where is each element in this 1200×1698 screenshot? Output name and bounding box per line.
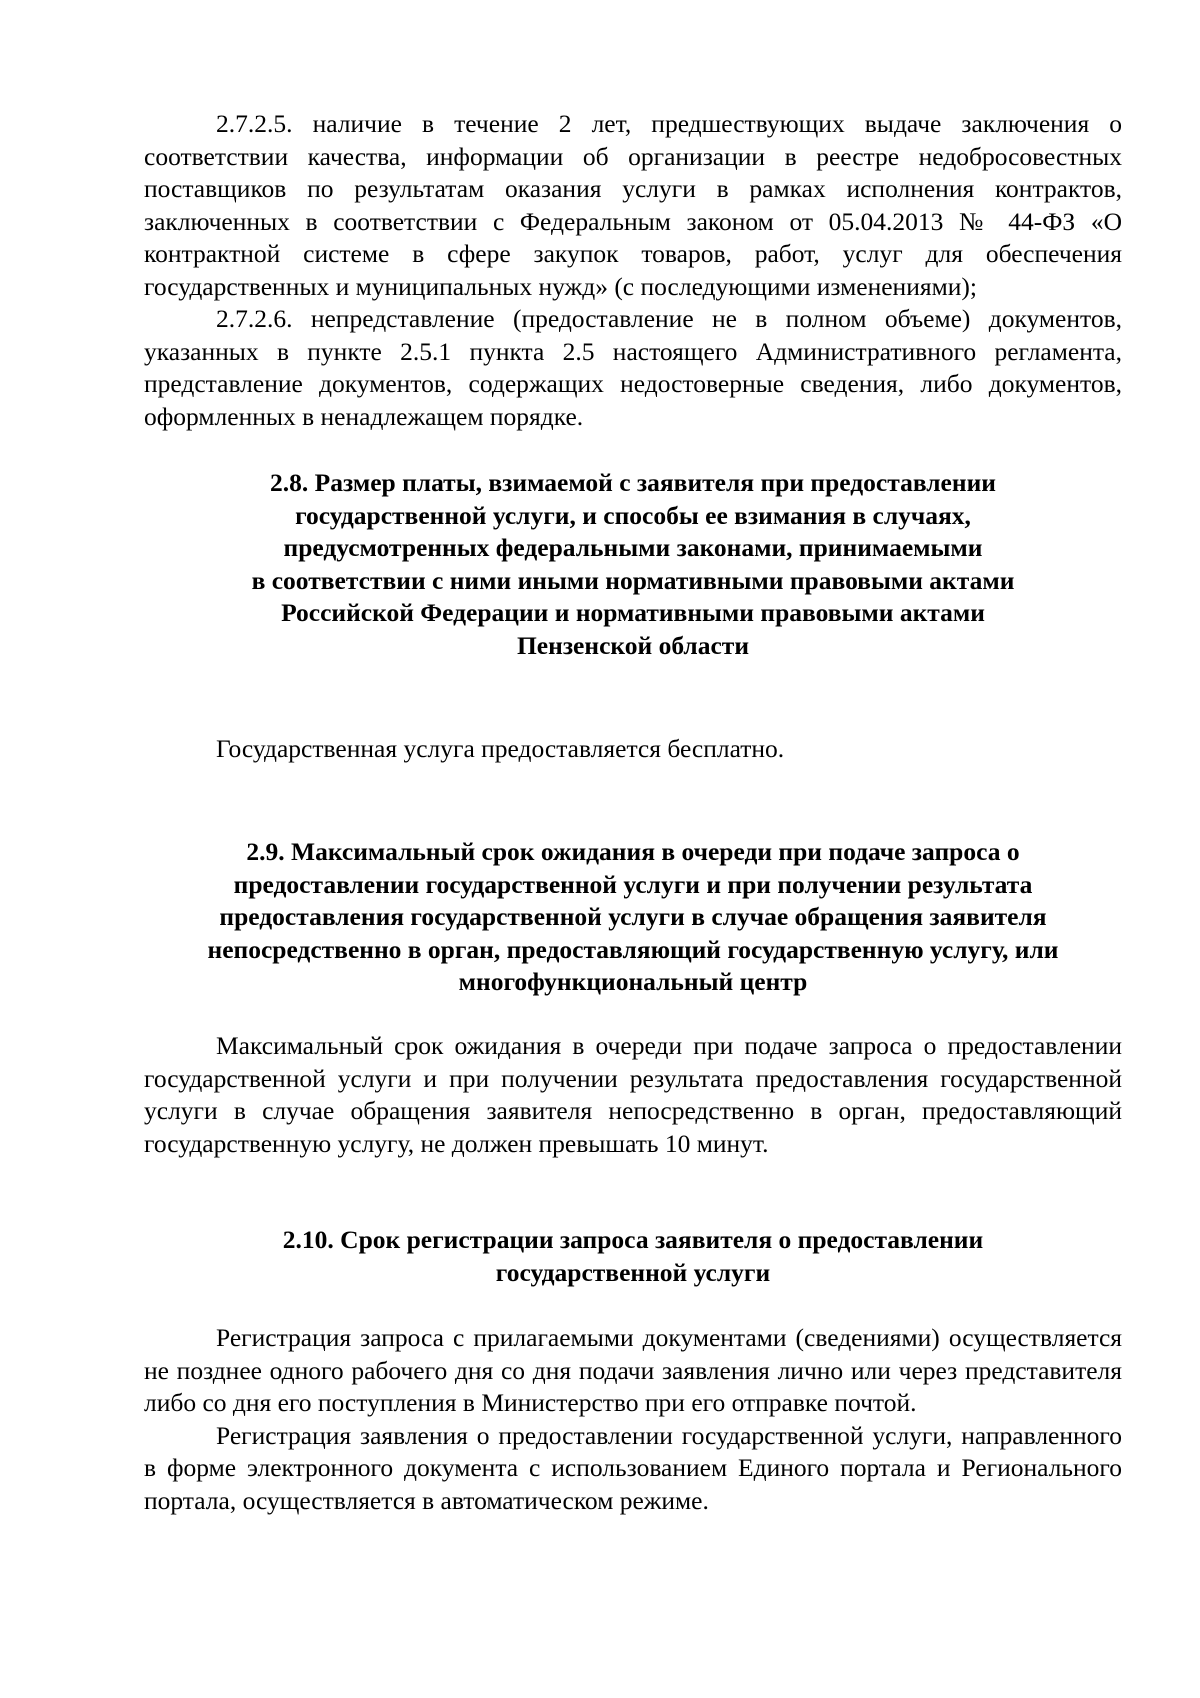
section-2-10-body [144, 1322, 1122, 1517]
clause-2-7-2-6: 2.7.2.6. непредставление (предоставление не в полном объеме) документов, указанных в пункте 2.5.1 пункта 2.5 настоящего Административного регламента, представление документов, содержащих недостоверные сведения, либо документов, оформленных в ненадлежащем порядке. [144, 304, 1122, 431]
section-2-9-text: Максимальный срок ожидания в очереди при подаче запроса о предоставлении государственной услуги и при получении результата предоставления государственной услуги в случае обращения заявителя непосредственно в орган, предоставляющий государственную услугу, не должен превышать 10 минут. [144, 1031, 1122, 1158]
heading-line: государственной услуги, и способы ее взимания в случаях, [295, 500, 971, 530]
heading-line: 2.8. Размер платы, взимаемой с заявителя при предоставлении [270, 468, 996, 497]
section-2-10-paragraph: Регистрация запроса с прилагаемыми документами (сведениями) осуществляется не позднее одного рабочего дня со дня подачи заявления лично или через представителя либо со дня его поступления в Министерство при его отправке почтой. [144, 1323, 1122, 1417]
section-2-8-text: Государственная услуга предоставляется бесплатно. [216, 734, 785, 763]
heading-line: Пензенской области [516, 630, 750, 660]
heading-line: 2.9. Максимальный срок ожидания в очереди при подаче запроса о [246, 837, 1020, 866]
clauses-2-7-2 [144, 108, 1122, 433]
heading-line: государственной услуги [495, 1257, 771, 1287]
heading-line: предоставлении государственной услуги и при получении результата [233, 869, 1033, 899]
clause-2-7-2-5: 2.7.2.5. наличие в течение 2 лет, предшествующих выдаче заключения о соответствии качества, информации об организации в реестре недобросовестных поставщиков по результатам оказания услуги в рамках исполнения контрактов, заключенных в соответствии с Федеральным законом от 05.04.2013 № 44-ФЗ «О контрактной системе в сфере закупок товаров, работ, услуг для обеспечения государственных и муниципальных нужд» (с последующими изменениями); [144, 109, 1122, 301]
section-2-10-paragraph: Регистрация заявления о предоставлении государственной услуги, направленного в форме электронного документа с использованием Единого портала и Регионального портала, осуществляется в автоматическом режиме. [144, 1420, 1122, 1515]
section-2-10-heading [144, 1224, 1122, 1289]
section-2-8-heading [144, 467, 1122, 662]
heading-line: в соответствии с ними иными нормативными правовыми актами [251, 565, 1015, 595]
heading-line: многофункциональный центр [458, 967, 808, 996]
section-2-9-heading [144, 836, 1122, 999]
heading-line: непосредственно в орган, предоставляющий государственную услугу, или [207, 934, 1059, 964]
heading-line: предусмотренных федеральными законами, принимаемыми [283, 533, 983, 562]
heading-line: 2.10. Срок регистрации запроса заявителя о предоставлении [282, 1225, 984, 1254]
heading-line: предоставления государственной услуги в случае обращения заявителя [219, 902, 1047, 931]
heading-line: Российской Федерации и нормативными правовыми актами [281, 598, 985, 627]
section-2-9-body [144, 1030, 1122, 1160]
